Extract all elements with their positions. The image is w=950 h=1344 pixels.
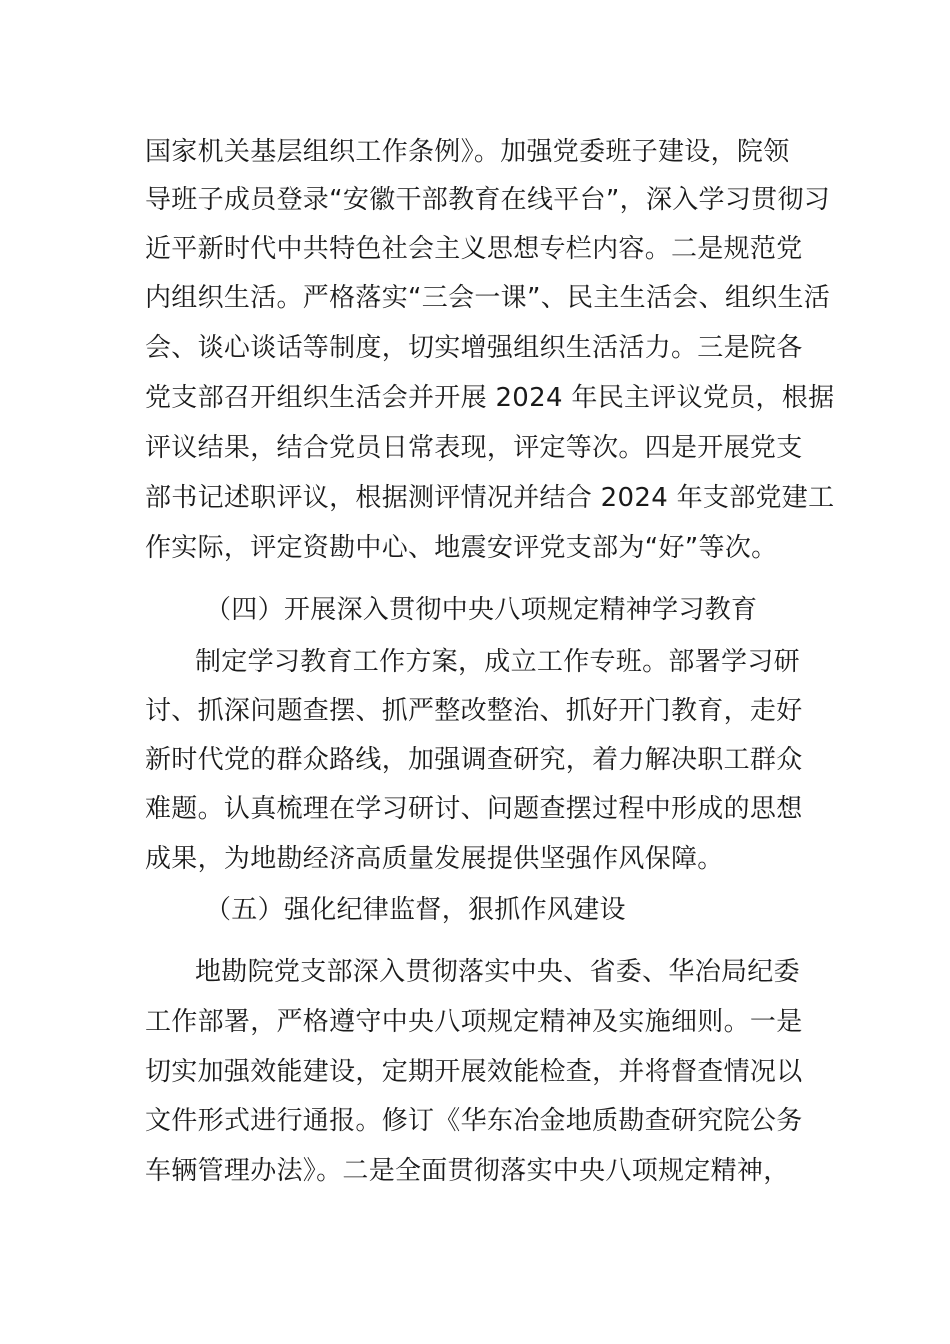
paragraph-1-line-2: 导班子成员登录“安徽干部教育在线平台”，深入学习贯彻习 [145,185,831,215]
paragraph-3-line-5: 车辆管理办法》。二是全面贯彻落实中央八项规定精神， [145,1156,790,1186]
paragraph-3-line-4: 文件形式进行通报。修订《华东冶金地质勘查研究院公务 [145,1106,803,1136]
paragraph-2-line-4: 难题。认真梳理在学习研讨、问题查摆过程中形成的思想 [145,794,803,824]
paragraph-1-line-8: 部书记述职评议，根据测评情况并结合 2024 年支部党建工 [145,483,835,513]
section-heading-5: （五）强化纪律监督，狠抓作风建设 [205,895,626,925]
paragraph-1-line-1: 国家机关基层组织工作条例》。加强党委班子建设，院领 [145,137,790,167]
paragraph-1-line-3: 近平新时代中共特色社会主义思想专栏内容。二是规范党 [145,234,803,264]
paragraph-3-line-2: 工作部署，严格遵守中央八项规定精神及实施细则。一是 [145,1007,803,1037]
paragraph-2-line-5: 成果，为地勘经济高质量发展提供坚强作风保障。 [145,844,724,874]
paragraph-1-line-6: 党支部召开组织生活会并开展 2024 年民主评议党员，根据 [145,383,835,413]
paragraph-1-line-9: 作实际，评定资勘中心、地震安评党支部为“好”等次。 [145,533,778,563]
paragraph-2-line-2: 讨、抓深问题查摆、抓严整改整治、抓好开门教育，走好 [145,696,803,726]
paragraph-2-line-1: 制定学习教育工作方案，成立工作专班。部署学习研 [195,647,800,677]
paragraph-3-line-3: 切实加强效能建设，定期开展效能检查，并将督查情况以 [145,1057,803,1087]
paragraph-1-line-5: 会、谈心谈话等制度，切实增强组织生活活力。三是院各 [145,333,803,363]
paragraph-1-line-4: 内组织生活。严格落实“三会一课”、民主生活会、组织生活 [145,283,831,313]
section-heading-4: （四）开展深入贯彻中央八项规定精神学习教育 [205,595,758,625]
paragraph-2-line-3: 新时代党的群众路线，加强调查研究，着力解决职工群众 [145,745,803,775]
paragraph-3-line-1: 地勘院党支部深入贯彻落实中央、省委、华冶局纪委 [195,957,800,987]
paragraph-1-line-7: 评议结果，结合党员日常表现，评定等次。四是开展党支 [145,433,803,463]
